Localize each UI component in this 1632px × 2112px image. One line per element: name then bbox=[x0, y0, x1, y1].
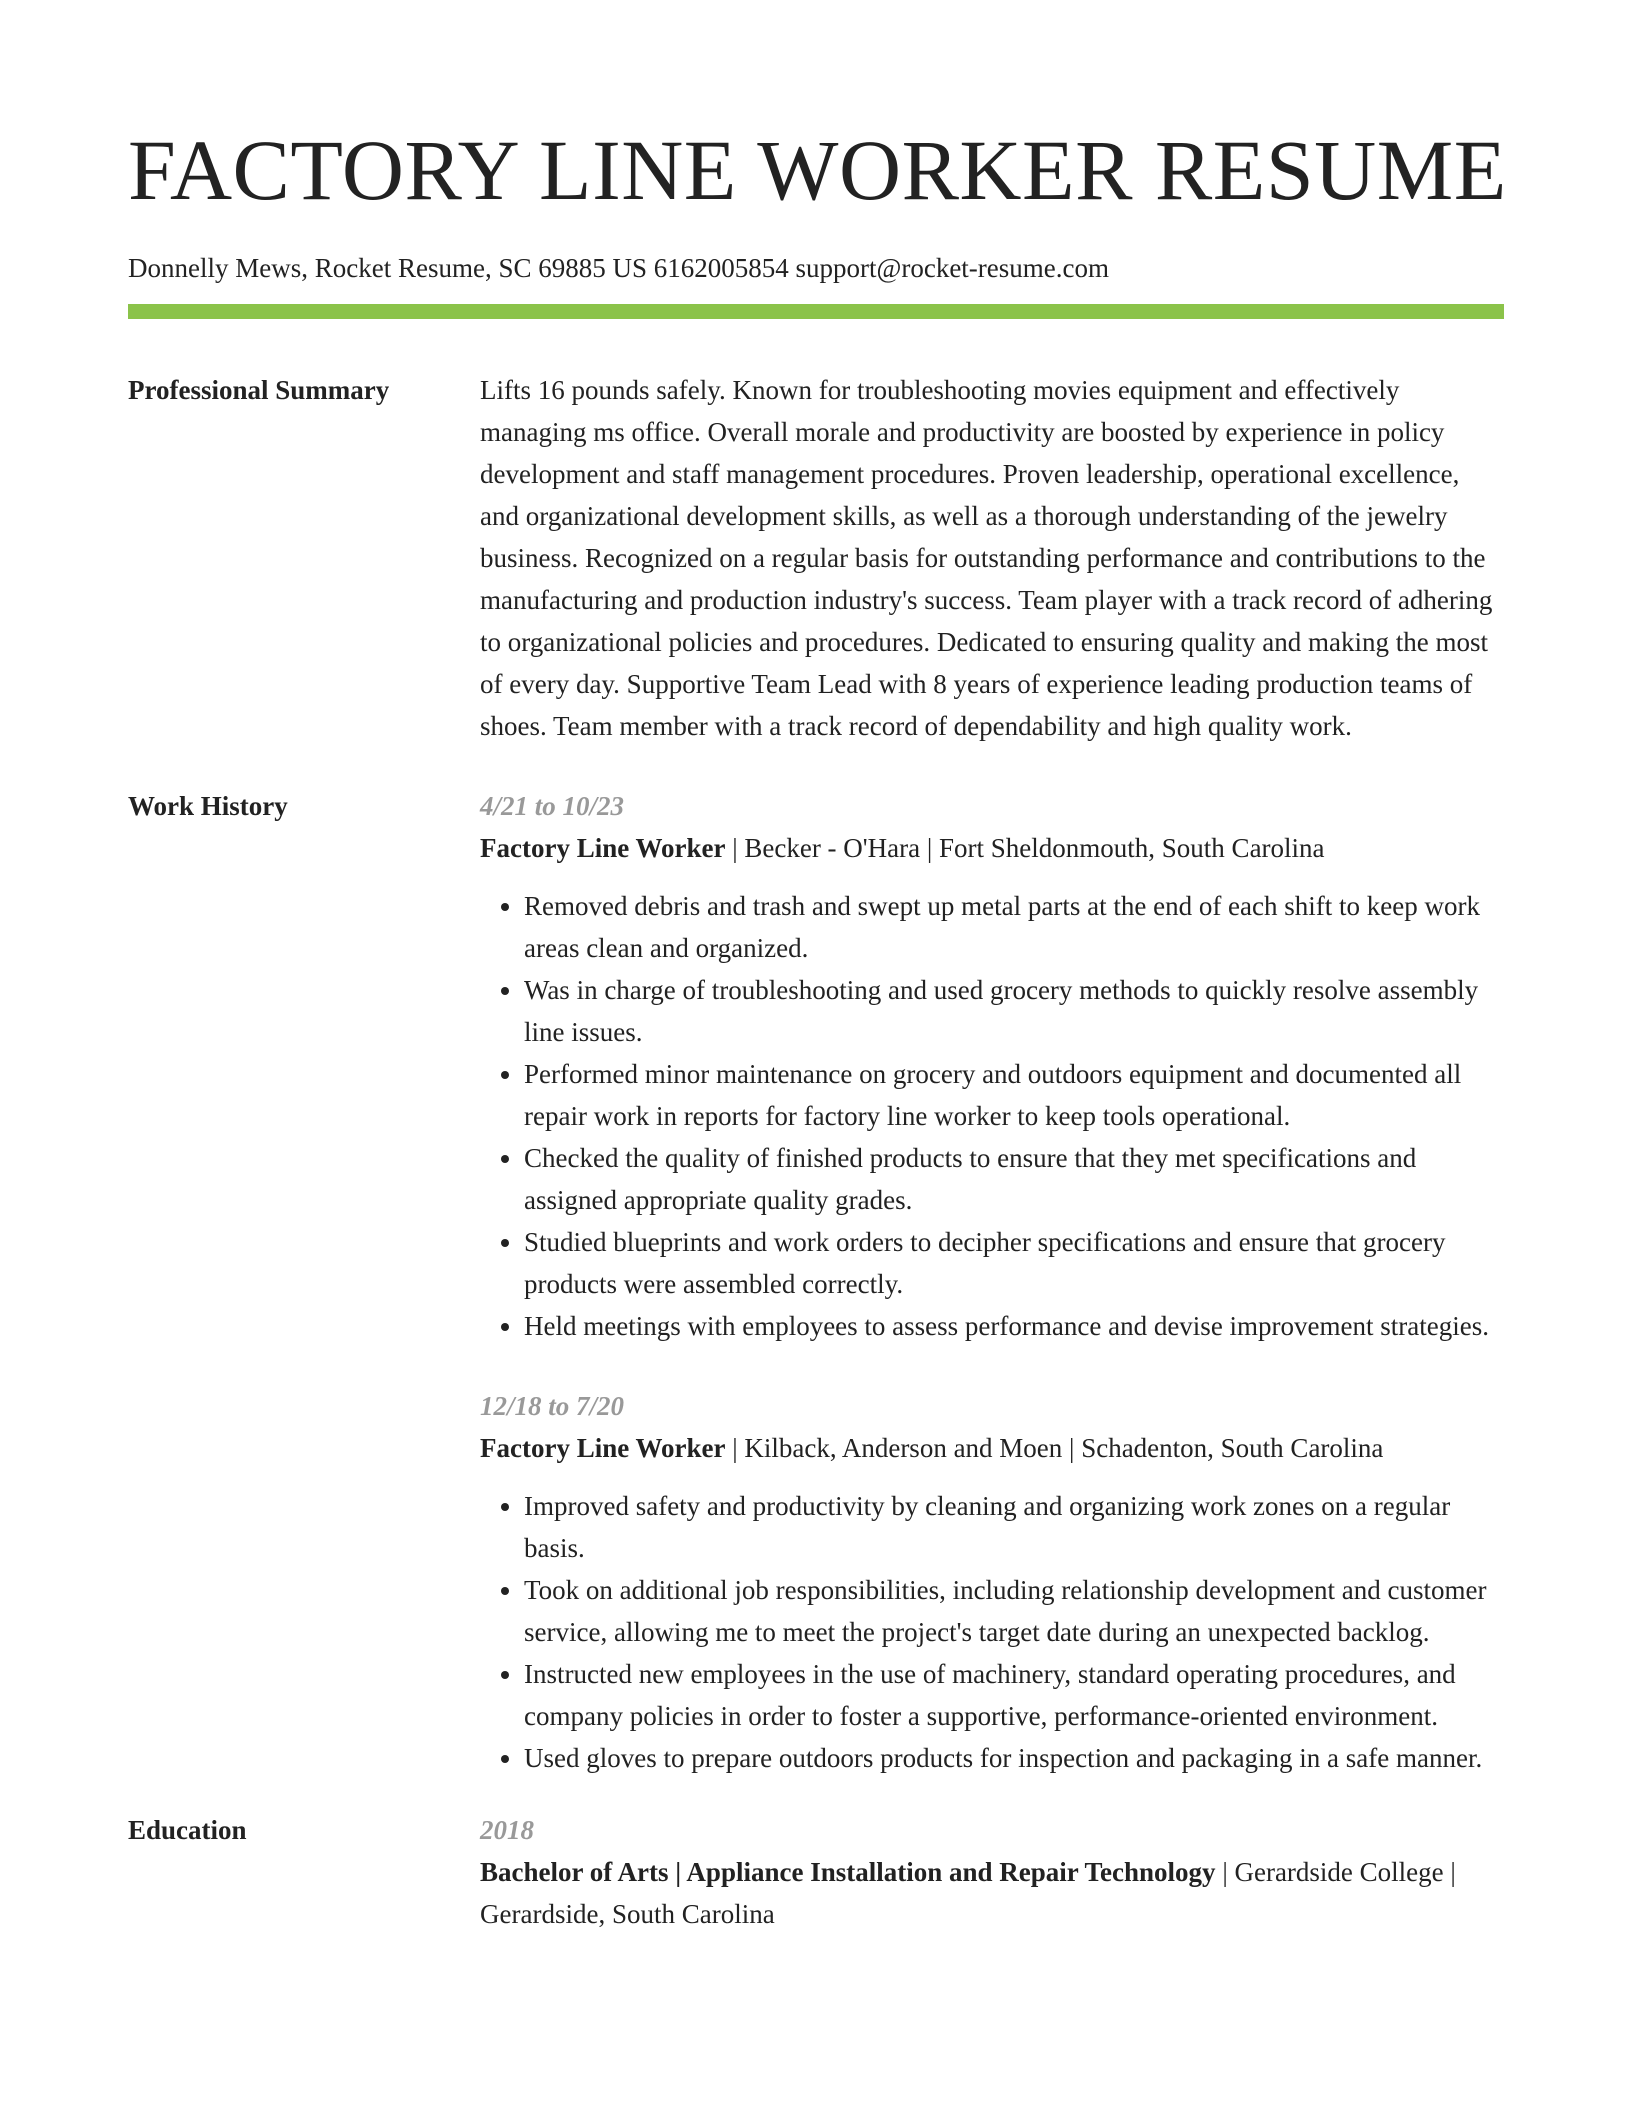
education-body bbox=[480, 1809, 1504, 1935]
job-bullet: • Studied blueprints and work orders to decipher specifications and ensure that grocery products were assembled correctly. bbox=[524, 1221, 1504, 1305]
work-history-body bbox=[480, 785, 1504, 1779]
job-bullets bbox=[480, 885, 1504, 1347]
job-bullet: • Improved safety and productivity by cleaning and organizing work zones on a regular basis. bbox=[524, 1485, 1504, 1569]
job-bullet: • Checked the quality of finished products to ensure that they met specifications and assigned appropriate quality grades. bbox=[524, 1137, 1504, 1221]
job-bullet: • Was in charge of troubleshooting and used grocery methods to quickly resolve assembly line issues. bbox=[524, 969, 1504, 1053]
job-bullets bbox=[480, 1485, 1504, 1779]
job-details: | Kilback, Anderson and Moen | Schadenton, South Carolina bbox=[725, 1433, 1384, 1463]
education-degree: Bachelor of Arts | Appliance Installation and Repair Technology bbox=[480, 1857, 1216, 1887]
job-title: Factory Line Worker bbox=[480, 833, 726, 863]
work-history-section bbox=[128, 785, 1504, 1779]
summary-text: Lifts 16 pounds safely. Known for troubleshooting movies equipment and effectively managing ms office. Overall morale and productivity are boosted by experience in policy development and staff management procedures. Proven leadership, operational excellence, and organizational development skills, as well as a thorough understanding of the jewelry business. Recognized on a regular basis for outstanding performance and contributions to the manufacturing and production industry's success. Team player with a track record of adhering to organizational policies and procedures. Dedicated to ensuring quality and making the most of every day. Supportive Team Lead with 8 years of experience leading production teams of shoes. Team member with a track record of dependability and high quality work. bbox=[480, 375, 1493, 741]
education-heading bbox=[480, 1851, 1504, 1935]
job-bullet: • Removed debris and trash and swept up metal parts at the end of each shift to keep work areas clean and organized. bbox=[524, 885, 1504, 969]
education-section bbox=[128, 1809, 1504, 1935]
education-label: Education bbox=[128, 1815, 247, 1845]
job-dates: 12/18 to 7/20 bbox=[480, 1391, 625, 1421]
education-details: | Gerardside College | Gerardside, South Carolina bbox=[480, 1857, 1456, 1929]
job-entry bbox=[480, 1385, 1504, 1779]
job-bullet: • Held meetings with employees to assess performance and devise improvement strategies. bbox=[524, 1305, 1504, 1347]
job-bullet: • Instructed new employees in the use of machinery, standard operating procedures, and company policies in order to foster a supportive, performance-oriented environment. bbox=[524, 1653, 1504, 1737]
contact-line: Donnelly Mews, Rocket Resume, SC 69885 US 6162005854 support@rocket-resume.com bbox=[128, 253, 1110, 283]
job-bullet: • Took on additional job responsibilities, including relationship development and customer service, allowing me to meet the project's target date during an unexpected backlog. bbox=[524, 1569, 1504, 1653]
job-bullet: • Performed minor maintenance on grocery and outdoors equipment and documented all repair work in reports for factory line worker to keep tools operational. bbox=[524, 1053, 1504, 1137]
job-bullet: • Used gloves to prepare outdoors products for inspection and packaging in a safe manner. bbox=[524, 1737, 1504, 1779]
job-details: | Becker - O'Hara | Fort Sheldonmouth, South Carolina bbox=[725, 833, 1325, 863]
summary-label: Professional Summary bbox=[128, 375, 390, 405]
job-entry bbox=[480, 785, 1504, 1347]
job-title: Factory Line Worker bbox=[480, 1433, 726, 1463]
education-year: 2018 bbox=[480, 1815, 534, 1845]
header-divider bbox=[128, 304, 1504, 319]
resume-title: FACTORY LINE WORKER RESUME bbox=[128, 122, 1507, 218]
job-heading bbox=[480, 1427, 1504, 1469]
summary-section bbox=[128, 369, 1504, 747]
job-heading bbox=[480, 827, 1504, 869]
job-dates: 4/21 to 10/23 bbox=[480, 791, 625, 821]
work-history-label: Work History bbox=[128, 791, 288, 821]
